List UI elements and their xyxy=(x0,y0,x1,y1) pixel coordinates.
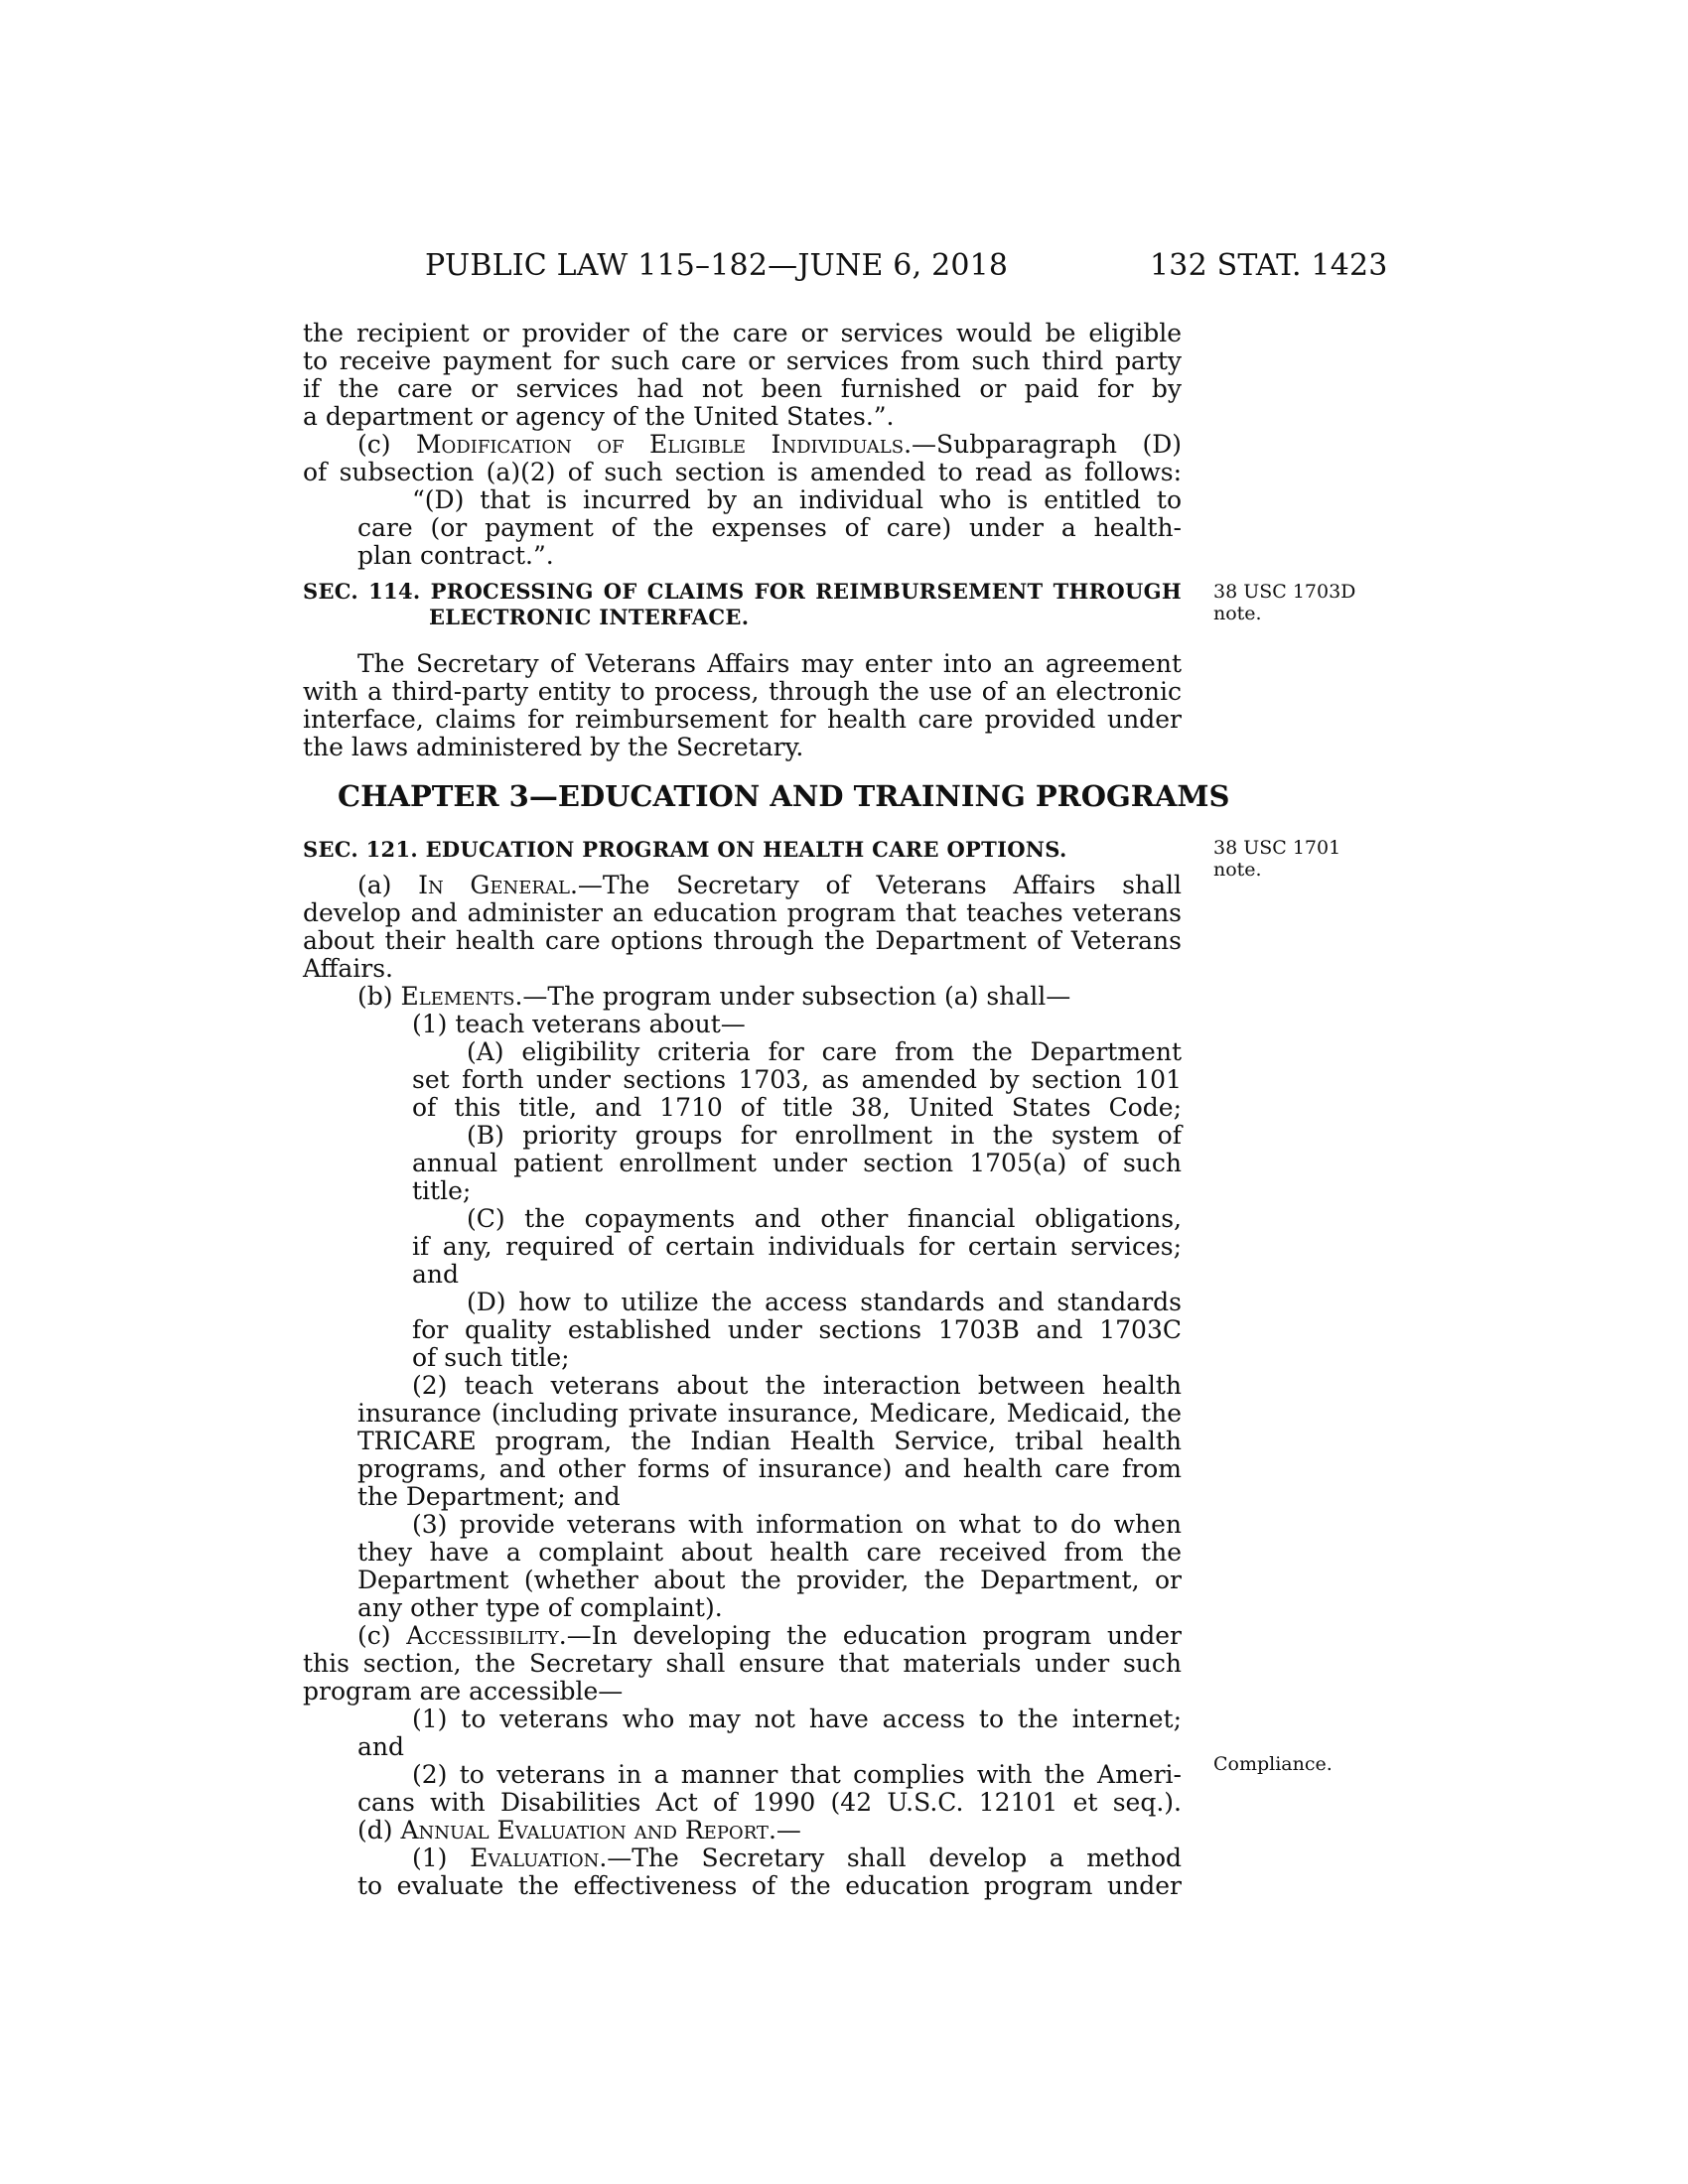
margin-note-compliance: Compliance. xyxy=(1213,1753,1333,1775)
subsection-heading: Modification of Eligible Individuals xyxy=(415,430,905,459)
paragraph-line: (3) provide veterans with information on what to do when xyxy=(412,1510,1182,1539)
section-121-heading: SEC. 121. EDUCATION PROGRAM ON HEALTH CARE OPTIONS. xyxy=(303,837,1067,862)
paragraph-line: any other type of complaint). xyxy=(357,1593,723,1622)
paragraph-line: insurance (including private insurance, Medicare, Medicaid, the xyxy=(357,1399,1182,1428)
subsection-heading: Accessibility xyxy=(406,1621,559,1650)
margin-note-sec114: 38 USC 1703D note. xyxy=(1213,581,1356,624)
paragraph-line: they have a complaint about health care received from the xyxy=(357,1538,1182,1567)
clause-line: (C) the copayments and other financial obligations, xyxy=(467,1204,1182,1233)
paragraph-line: the Department; and xyxy=(357,1482,621,1511)
clause-line: of such title; xyxy=(412,1343,570,1372)
text-line: to receive payment for such care or services from such third party xyxy=(303,346,1182,375)
paragraph-heading: Evaluation xyxy=(470,1843,600,1872)
section-114-heading: SEC. 114. PROCESSING OF CLAIMS FOR REIMBURSEMENT THROUGH ELECTRONIC INTERFACE. xyxy=(303,579,1182,629)
running-head-title: PUBLIC LAW 115–182—JUNE 6, 2018 xyxy=(425,248,1009,283)
paragraph-line: (1) teach veterans about— xyxy=(412,1010,746,1038)
section-121-body xyxy=(303,872,1182,1900)
clause-line: (D) how to utilize the access standards and standards xyxy=(467,1288,1182,1316)
paragraph-line: and xyxy=(357,1732,405,1761)
clause-line: and xyxy=(412,1260,460,1289)
subsection-heading: In General xyxy=(418,871,570,899)
text-line: about their health care options through the Department of Veterans xyxy=(303,926,1182,955)
clause-line: for quality established under sections 1703B and 1703C xyxy=(412,1315,1182,1344)
paragraph-line: Department (whether about the provider, the Department, or xyxy=(357,1566,1182,1594)
section-114-body xyxy=(303,650,1182,761)
subsection-d-line: (d) Annual Evaluation and Report.— xyxy=(357,1816,801,1844)
text-line: this section, the Secretary shall ensure that materials under such xyxy=(303,1649,1182,1678)
paragraph-line: cans with Disabilities Act of 1990 (42 U.S.C. 12101 et seq.). xyxy=(357,1788,1182,1817)
text-line: The Secretary of Veterans Affairs may enter into an agreement xyxy=(357,649,1182,678)
text-line: the laws administered by the Secretary. xyxy=(303,733,804,761)
clause-line: of this title, and 1710 of title 38, United States Code; xyxy=(412,1093,1182,1122)
subsection-heading: Annual Evaluation and Report xyxy=(400,1816,769,1844)
paragraph-line: (1) to veterans who may not have access to the internet; xyxy=(412,1705,1182,1733)
text-line: program are accessible— xyxy=(303,1677,624,1706)
paragraph-line: (1) Evaluation.—The Secretary shall develop a method xyxy=(412,1843,1183,1872)
subsection-a-line: (a) In General.—The Secretary of Veterans Affairs shall xyxy=(357,871,1182,899)
clause-line: (A) eligibility criteria for care from the Department xyxy=(467,1037,1182,1066)
text-line: of subsection (a)(2) of such section is amended to read as follows: xyxy=(303,458,1182,486)
text-line: if the care or services had not been furnished or paid for by xyxy=(303,374,1182,403)
clause-line: annual patient enrollment under section 1705(a) of such xyxy=(412,1149,1182,1177)
chapter-heading: CHAPTER 3—EDUCATION AND TRAINING PROGRAMS xyxy=(338,779,1230,813)
clause-line: title; xyxy=(412,1176,472,1205)
subsection-heading: Elements xyxy=(400,982,515,1011)
running-head-page-number: 132 STAT. 1423 xyxy=(1150,248,1388,283)
paragraph-line: (2) to veterans in a manner that complies with the Ameri- xyxy=(412,1760,1182,1789)
subsection-c-line: (c) Modification of Eligible Individuals.—Subparagraph (D) xyxy=(357,430,1182,459)
paragraph-line: programs, and other forms of insurance) and health care from xyxy=(357,1454,1182,1483)
margin-note-sec121: 38 USC 1701 note. xyxy=(1213,837,1341,881)
clause-line: (B) priority groups for enrollment in the system of xyxy=(467,1121,1182,1150)
quote-line: plan contract.”. xyxy=(357,541,554,570)
text-line: Affairs. xyxy=(303,954,394,983)
paragraph-line: to evaluate the effectiveness of the education program under xyxy=(357,1871,1182,1900)
paragraph-line: TRICARE program, the Indian Health Service, tribal health xyxy=(357,1427,1182,1455)
text-line: develop and administer an education program that teaches veterans xyxy=(303,898,1182,927)
subsection-b-line: (b) Elements.—The program under subsection (a) shall— xyxy=(357,982,1071,1011)
quote-line: care (or payment of the expenses of care) under a health- xyxy=(357,513,1182,542)
continuation-paragraph xyxy=(303,320,1182,570)
paragraph-line: (2) teach veterans about the interaction between health xyxy=(412,1371,1182,1400)
text-line: the recipient or provider of the care or services would be eligible xyxy=(303,319,1182,347)
clause-line: set forth under sections 1703, as amended by section 101 xyxy=(412,1065,1182,1094)
clause-line: if any, required of certain individuals for certain services; xyxy=(412,1232,1182,1261)
subsection-c-line: (c) Accessibility.—In developing the education program under xyxy=(357,1621,1182,1650)
quote-line: “(D) that is incurred by an individual who is entitled to xyxy=(412,485,1182,514)
text-line: a department or agency of the United States.”. xyxy=(303,402,895,431)
text-line: with a third-party entity to process, through the use of an electronic xyxy=(303,677,1182,706)
text-line: interface, claims for reimbursement for health care provided under xyxy=(303,705,1182,734)
